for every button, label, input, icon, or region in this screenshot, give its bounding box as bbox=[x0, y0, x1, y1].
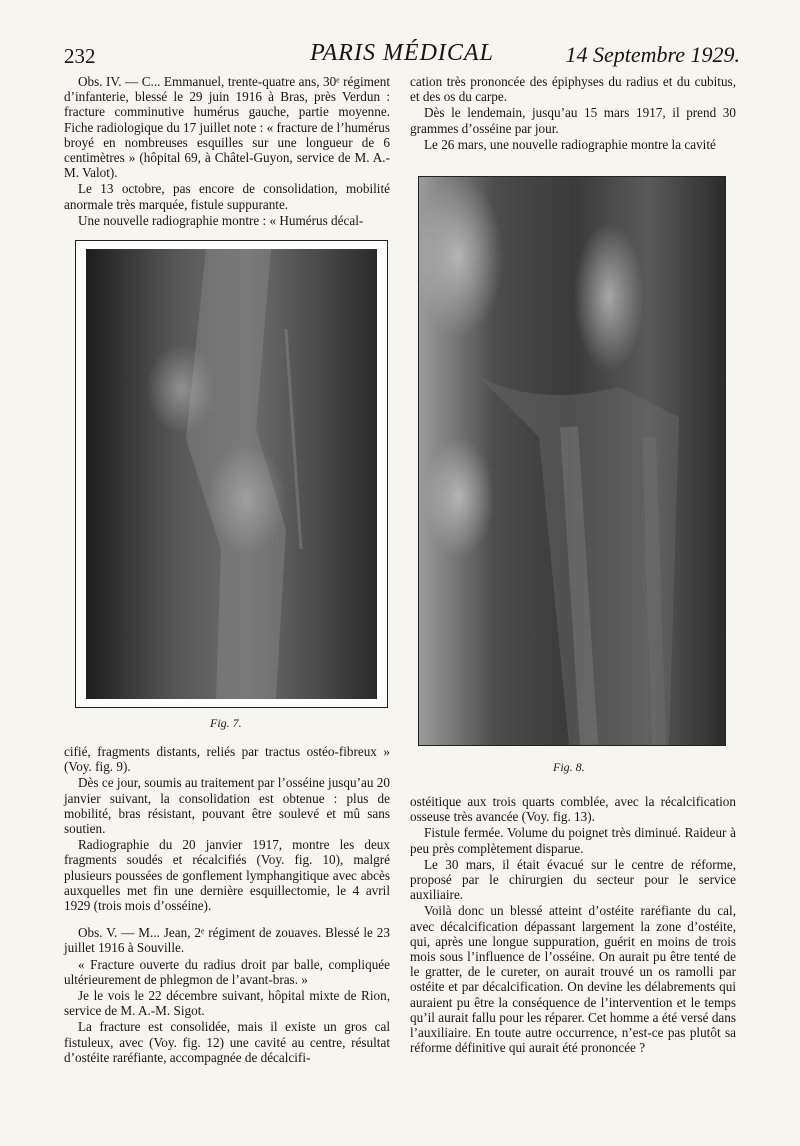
paragraph: Le 30 mars, il était évacué sur le centre de réforme, proposé par le chirurgien du secteur pour le service auxiliaire. bbox=[410, 856, 736, 903]
paragraph: Radiographie du 20 janvier 1917, montre les deux fragments soudés et récalcifiés (Voy. fig. 10), malgré plusieurs poussées de gonflement lymphangitique avec abcès auxquelles met fin une dernière esquillectomie, le 4 avril 1929 (trois mois d’osséine). bbox=[64, 837, 390, 914]
paragraph: Fistule fermée. Volume du poignet très diminué. Raideur à peu près complètement disparue. bbox=[410, 825, 736, 856]
paragraph: cation très prononcée des épiphyses du radius et du cubitus, et des os du carpe. bbox=[410, 74, 736, 105]
paragraph: Dès le lendemain, jusqu’au 15 mars 1917, il prend 30 grammes d’osséine par jour. bbox=[410, 105, 736, 136]
xray-humerus-image bbox=[86, 249, 377, 699]
journal-title: PARIS MÉDICAL bbox=[310, 40, 494, 66]
figure-7-xray bbox=[75, 240, 388, 708]
paragraph: Voilà donc un blessé atteint d’ostéite raréfiante du cal, avec décalcification dépassant largement la zone d’ostéite, qui, après une longue suppuration, guérit en moins de trois mois sous l’influence de l’osséine. On aurait pu être tenté de le gratter, de le cureter, on aurait trouvé un os ramolli par ostéite et par décalcification. On devine les délabrements qui auraient pu être la conséquence de l’intervention et le temps qu’il aurait fallu pour les réparer. Cet homme a été versé dans l’auxiliaire. En toute autre occurrence, n’est-ce pas plutôt sa réforme définitive qui aurait été prononcée ? bbox=[410, 903, 736, 1056]
right-column-top bbox=[410, 74, 736, 168]
xray-forearm-image bbox=[419, 177, 725, 745]
right-column-bottom bbox=[410, 794, 736, 1094]
left-column-bottom bbox=[64, 744, 390, 1114]
left-column-top bbox=[64, 74, 390, 252]
page-number: 232 bbox=[64, 44, 96, 68]
paragraph: Le 13 octobre, pas encore de consolidation, mobilité anormale très marquée, fistule suppurante. bbox=[64, 181, 390, 212]
paragraph: ostéitique aux trois quarts comblée, avec la récalcification osseuse très avancée (Voy. fig. 13). bbox=[410, 794, 736, 825]
figure-8-xray bbox=[418, 176, 726, 746]
paragraph: cifié, fragments distants, reliés par tractus ostéo-fibreux » (Voy. fig. 9). bbox=[64, 744, 390, 775]
issue-date: 14 Septembre 1929. bbox=[565, 42, 740, 67]
paragraph: Obs. IV. — C... Emmanuel, trente-quatre ans, 30ᵉ régiment d’infanterie, blessé le 29 juin 1916 à Bras, près Verdun : fracture comminutive humérus gauche, partie moyenne. Fiche radiologique du 17 juillet note : « fracture de l’humérus broyé en nombreuses esquilles sur une longueur de 6 centimètres » (hôpital 69, à Châtel-Guyon, service de M. A.-M. Valot). bbox=[64, 74, 390, 181]
page-header bbox=[64, 40, 740, 70]
figure-8-caption: Fig. 8. bbox=[553, 760, 585, 774]
paragraph: Obs. V. — M... Jean, 2ᵉ régiment de zouaves. Blessé le 23 juillet 1916 à Souville. bbox=[64, 925, 390, 956]
paragraph: Je le vois le 22 décembre suivant, hôpital mixte de Rion, service de M. A.-M. Sigot. bbox=[64, 988, 390, 1019]
figure-7-caption: Fig. 7. bbox=[210, 716, 242, 730]
paragraph: La fracture est consolidée, mais il existe un gros cal fistuleux, avec (Voy. fig. 12) une cavité au centre, résultat d’ostéite raréfiante, accompagnée de décalcifi- bbox=[64, 1019, 390, 1065]
paragraph: Une nouvelle radiographie montre : « Humérus décal- bbox=[78, 212, 364, 228]
paragraph: Dès ce jour, soumis au traitement par l’osséine jusqu’au 20 janvier suivant, la consolidation est obtenue : plus de mobilité, bras résistant, pouvant être soulevé et mû sans soutien. bbox=[64, 775, 390, 837]
paragraph: « Fracture ouverte du radius droit par balle, compliquée ultérieurement de phlegmon de l’avant-bras. » bbox=[64, 956, 390, 987]
paragraph: Le 26 mars, une nouvelle radiographie montre la cavité bbox=[424, 136, 716, 152]
